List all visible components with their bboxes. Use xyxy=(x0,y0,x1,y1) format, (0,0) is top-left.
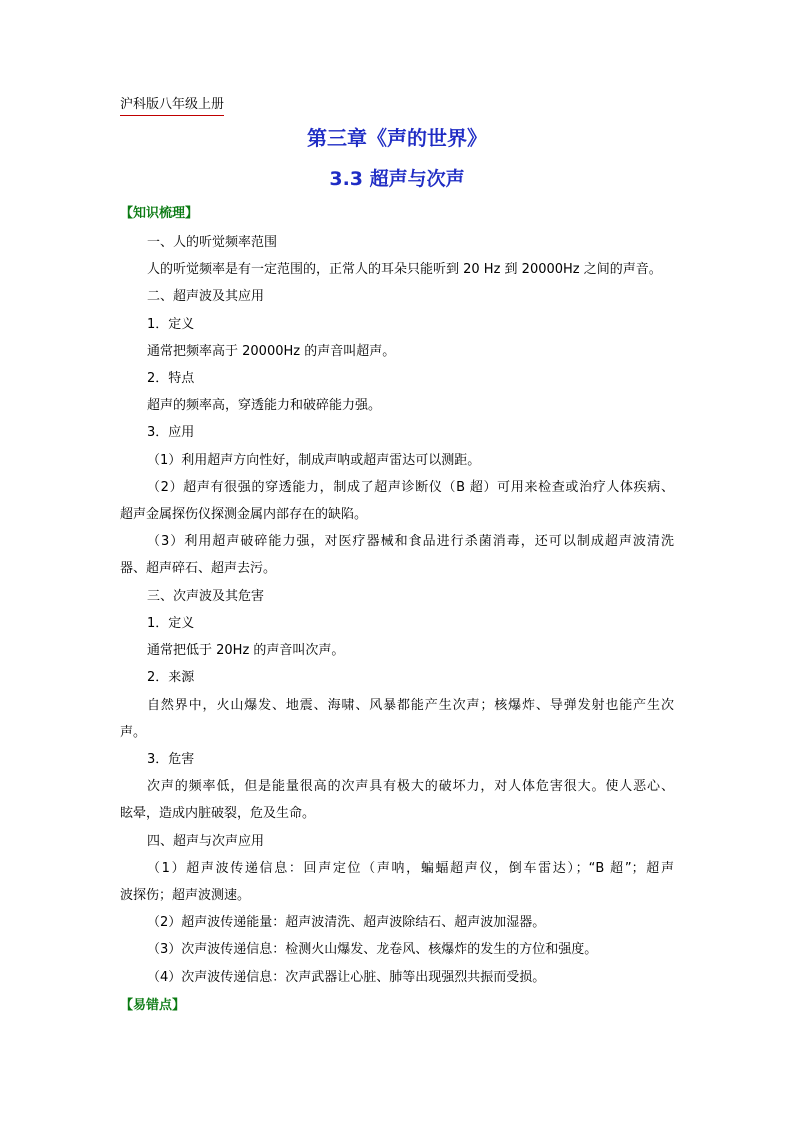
application-item-3-cont: 器、超声碎石、超声去污。 xyxy=(120,561,277,576)
edition-label: 沪科版八年级上册 xyxy=(120,96,224,116)
subheading-definition: 1．定义 xyxy=(147,317,195,332)
usage-item-3: （3）次声波传递信息：检测火山爆发、龙卷风、核爆炸的发生的方位和强度。 xyxy=(147,942,598,957)
usage-item-4: （4）次声波传递信息：次声武器让心脏、肺等出现强烈共振而受损。 xyxy=(147,970,546,985)
heading-infrasound: 三、次声波及其危害 xyxy=(147,589,265,604)
subheading-hazards: 3．危害 xyxy=(147,752,195,767)
usage-item-1-cont: 波探伤；超声波测速。 xyxy=(120,888,251,903)
paragraph-ultrasound-features: 超声的频率高，穿透能力和破碎能力强。 xyxy=(147,398,382,413)
mistakes-label: 【易错点】 xyxy=(120,998,186,1013)
paragraph-ultrasound-definition: 通常把频率高于 20000Hz 的声音叫超声。 xyxy=(147,344,396,359)
subheading-sources: 2．来源 xyxy=(147,670,195,685)
paragraph-infrasound-hazards: 次声的频率低，但是能量很高的次声具有极大的破坏力，对人体危害很大。使人恶心、 xyxy=(147,779,674,794)
knowledge-label: 【知识梳理】 xyxy=(120,206,199,221)
application-item-2: （2）超声有很强的穿透能力，制成了超声诊断仪（B 超）可用来检查或治疗人体疾病、 xyxy=(147,480,674,495)
paragraph-hearing-range: 人的听觉频率是有一定范围的，正常人的耳朵只能听到 20 Hz 到 20000Hz 之间的声音。 xyxy=(147,262,662,277)
heading-hearing-range: 一、人的听觉频率范围 xyxy=(147,235,278,250)
subheading-definition: 1．定义 xyxy=(147,616,195,631)
application-item-1: （1）利用超声方向性好，制成声呐或超声雷达可以测距。 xyxy=(147,453,481,468)
paragraph-infrasound-hazards-cont: 眩晕，造成内脏破裂，危及生命。 xyxy=(120,806,316,821)
paragraph-infrasound-sources-cont: 声。 xyxy=(120,725,147,740)
paragraph-infrasound-sources: 自然界中，火山爆发、地震、海啸、风暴都能产生次声；核爆炸、导弹发射也能产生次 xyxy=(147,698,674,713)
chapter-title: 第三章《声的世界》 xyxy=(307,126,487,150)
section-title: 3.3 超声与次声 xyxy=(329,168,465,190)
heading-ultrasound: 二、超声波及其应用 xyxy=(147,289,265,304)
subheading-applications: 3．应用 xyxy=(147,425,195,440)
application-item-2-cont: 超声金属探伤仪探测金属内部存在的缺陷。 xyxy=(120,507,368,522)
paragraph-infrasound-definition: 通常把低于 20Hz 的声音叫次声。 xyxy=(147,643,345,658)
subheading-features: 2．特点 xyxy=(147,371,195,386)
heading-applications: 四、超声与次声应用 xyxy=(147,834,265,849)
usage-item-2: （2）超声波传递能量：超声波清洗、超声波除结石、超声波加湿器。 xyxy=(147,915,546,930)
usage-item-1: （1）超声波传递信息：回声定位（声呐，蝙蝠超声仪，倒车雷达）；“B 超”；超声 xyxy=(147,861,674,876)
application-item-3: （3）利用超声破碎能力强，对医疗器械和食品进行杀菌消毒，还可以制成超声波清洗 xyxy=(147,534,674,549)
